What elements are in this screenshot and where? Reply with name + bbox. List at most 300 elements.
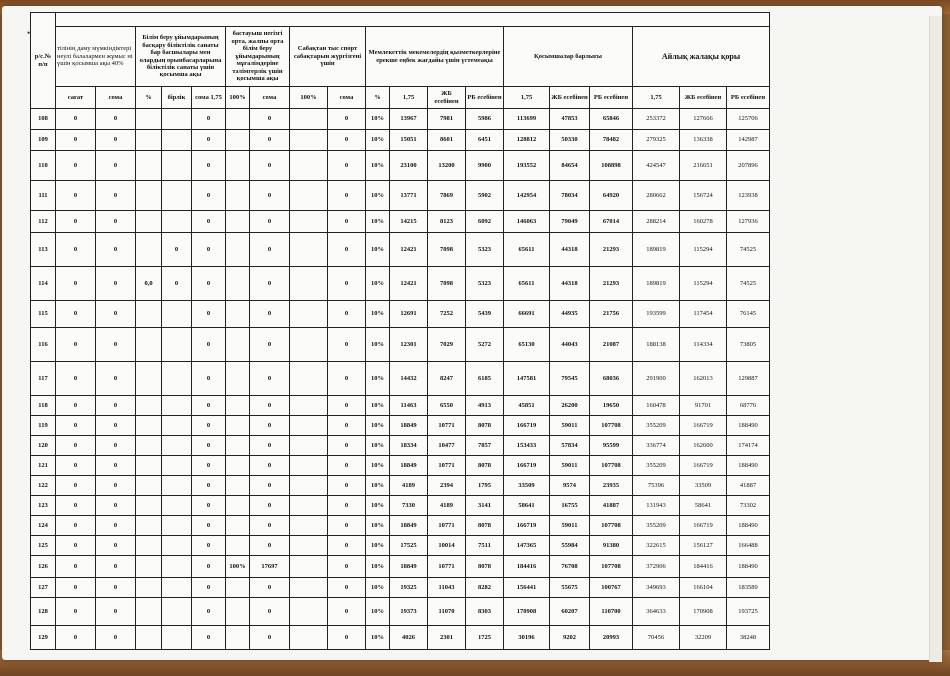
table-cell <box>162 211 192 233</box>
table-cell: 7098 <box>428 267 466 301</box>
table-cell: 189819 <box>633 233 680 267</box>
table-cell <box>226 598 250 626</box>
table-cell: 100767 <box>590 578 633 598</box>
table-cell: 20993 <box>590 626 633 650</box>
table-cell: 6550 <box>428 396 466 416</box>
table-cell: 0 <box>250 362 290 396</box>
table-cell: 0 <box>56 109 96 130</box>
table-cell: 0 <box>96 516 136 536</box>
table-cell: 0 <box>328 436 366 456</box>
table-cell: 10% <box>366 456 390 476</box>
table-cell: 0 <box>162 233 192 267</box>
row-number-cell: 129 <box>31 626 56 650</box>
table-cell <box>162 151 192 181</box>
table-cell: 147365 <box>504 536 550 556</box>
table-row <box>31 109 770 130</box>
table-cell <box>290 396 328 416</box>
table-cell: 0 <box>192 496 226 516</box>
table-cell: 0 <box>56 301 96 328</box>
table-cell: 153433 <box>504 436 550 456</box>
table-cell: 0 <box>328 211 366 233</box>
table-cell <box>226 211 250 233</box>
table-cell: 66691 <box>504 301 550 328</box>
table-row <box>31 626 770 650</box>
paper-stack-edge <box>929 16 942 662</box>
table-cell: 123938 <box>727 181 770 211</box>
subheader: бірлік <box>162 87 192 109</box>
table-cell: 0 <box>250 436 290 456</box>
table-cell: 166719 <box>680 516 727 536</box>
payroll-table <box>30 12 770 650</box>
table-cell: 0 <box>328 233 366 267</box>
table-cell: 166719 <box>680 416 727 436</box>
table-cell: 10771 <box>428 556 466 578</box>
table-cell: 0 <box>96 233 136 267</box>
table-cell: 0 <box>250 626 290 650</box>
table-cell: 108898 <box>590 151 633 181</box>
table-cell: 0 <box>56 456 96 476</box>
table-cell: 0 <box>192 516 226 536</box>
subheader: ЖБ есебінен <box>428 87 466 109</box>
table-cell: 0 <box>192 181 226 211</box>
table-cell: 0 <box>56 267 96 301</box>
table-cell: 65130 <box>504 328 550 362</box>
table-cell: 0 <box>96 328 136 362</box>
subheader: 1,75 <box>390 87 428 109</box>
table-cell <box>136 181 162 211</box>
table-row <box>31 396 770 416</box>
table-cell: 21087 <box>590 328 633 362</box>
table-cell: 0 <box>250 578 290 598</box>
table-cell: 76708 <box>550 556 590 578</box>
table-row <box>31 211 770 233</box>
table-cell: 8282 <box>466 578 504 598</box>
table-cell: 45851 <box>504 396 550 416</box>
subheader: ЖБ есебінен <box>550 87 590 109</box>
table-cell: 8247 <box>428 362 466 396</box>
table-cell: 26200 <box>550 396 590 416</box>
table-cell: 0 <box>56 211 96 233</box>
row-number-cell: 112 <box>31 211 56 233</box>
table-cell: 59011 <box>550 516 590 536</box>
table-cell: 0 <box>192 267 226 301</box>
table-cell: 291900 <box>633 362 680 396</box>
table-cell: 44318 <box>550 267 590 301</box>
table-cell: 91701 <box>680 396 727 416</box>
table-cell <box>290 109 328 130</box>
row-number-cell: 113 <box>31 233 56 267</box>
table-cell: 11070 <box>428 598 466 626</box>
table-cell <box>162 436 192 456</box>
table-cell: 0 <box>328 267 366 301</box>
table-cell <box>290 626 328 650</box>
table-cell: 76145 <box>727 301 770 328</box>
table-cell <box>162 181 192 211</box>
table-cell <box>290 476 328 496</box>
row-number-cell: 128 <box>31 598 56 626</box>
table-cell: 10477 <box>428 436 466 456</box>
table-cell: 0 <box>56 476 96 496</box>
table-cell: 70456 <box>633 626 680 650</box>
row-number-cell: 111 <box>31 181 56 211</box>
table-cell: 0 <box>250 536 290 556</box>
table-cell: 142987 <box>727 130 770 151</box>
table-cell: 7857 <box>466 436 504 456</box>
table-cell: 44935 <box>550 301 590 328</box>
table-cell: 424547 <box>633 151 680 181</box>
table-cell: 115294 <box>680 233 727 267</box>
table-cell: 14432 <box>390 362 428 396</box>
table-cell: 0 <box>328 416 366 436</box>
table-cell: 355209 <box>633 416 680 436</box>
table-cell: 349693 <box>633 578 680 598</box>
subheader: ЖБ есебінен <box>680 87 727 109</box>
table-row <box>31 536 770 556</box>
table-cell: 0 <box>96 496 136 516</box>
table-cell <box>162 516 192 536</box>
table-cell: 160478 <box>633 396 680 416</box>
table-cell: 0 <box>250 516 290 536</box>
table-cell: 95599 <box>590 436 633 456</box>
table-cell: 7252 <box>428 301 466 328</box>
table-row <box>31 301 770 328</box>
table-cell: 9900 <box>466 151 504 181</box>
table-cell: 68776 <box>727 396 770 416</box>
table-cell: 107708 <box>590 456 633 476</box>
table-cell: 10% <box>366 496 390 516</box>
table-cell: 0 <box>56 556 96 578</box>
subheader: 1,75 <box>633 87 680 109</box>
subheader: РБ есебінен <box>466 87 504 109</box>
table-cell: 107708 <box>590 516 633 536</box>
table-cell <box>136 556 162 578</box>
table-cell: 32209 <box>680 626 727 650</box>
table-cell <box>136 233 162 267</box>
row-number-cell: 125 <box>31 536 56 556</box>
table-cell <box>226 181 250 211</box>
table-cell: 0 <box>192 626 226 650</box>
table-cell: 0 <box>56 328 96 362</box>
table-cell: 0 <box>328 396 366 416</box>
table-cell: 13967 <box>390 109 428 130</box>
table-cell: 0 <box>328 476 366 496</box>
table-cell: 129887 <box>727 362 770 396</box>
table-cell: 0 <box>328 626 366 650</box>
table-cell: 65611 <box>504 233 550 267</box>
table-cell: 10% <box>366 396 390 416</box>
table-cell: 0 <box>250 130 290 151</box>
table-cell: 7869 <box>428 181 466 211</box>
table-cell: 127936 <box>727 211 770 233</box>
table-cell: 0 <box>192 456 226 476</box>
table-cell: 10771 <box>428 516 466 536</box>
table-cell: 188138 <box>633 328 680 362</box>
table-cell <box>162 578 192 598</box>
table-cell: 2394 <box>428 476 466 496</box>
table-cell: 0 <box>328 578 366 598</box>
table-cell: 0 <box>96 396 136 416</box>
table-cell: 0 <box>250 233 290 267</box>
table-cell: 128812 <box>504 130 550 151</box>
subheader: сома <box>328 87 366 109</box>
table-cell <box>162 496 192 516</box>
table-cell: 0 <box>192 362 226 396</box>
table-cell: 0 <box>96 476 136 496</box>
table-cell <box>162 301 192 328</box>
table-cell: 0 <box>250 476 290 496</box>
table-cell: 47853 <box>550 109 590 130</box>
table-cell: 0 <box>250 109 290 130</box>
table-cell <box>136 516 162 536</box>
table-cell: 10% <box>366 328 390 362</box>
table-cell: 58641 <box>680 496 727 516</box>
table-cell: 0 <box>56 233 96 267</box>
table-cell: 0 <box>56 496 96 516</box>
table-cell: 0 <box>328 598 366 626</box>
table-cell: 1795 <box>466 476 504 496</box>
table-cell <box>226 151 250 181</box>
table-cell: 0 <box>192 396 226 416</box>
subheader: 100% <box>226 87 250 109</box>
table-cell <box>290 496 328 516</box>
table-row <box>31 151 770 181</box>
table-cell: 193552 <box>504 151 550 181</box>
table-cell: 41887 <box>727 476 770 496</box>
row-number-cell: 114 <box>31 267 56 301</box>
table-cell: 18849 <box>390 516 428 536</box>
table-cell: 0 <box>328 496 366 516</box>
table-cell: 8601 <box>428 130 466 151</box>
table-cell <box>290 416 328 436</box>
table-cell: 38248 <box>727 626 770 650</box>
table-cell: 1725 <box>466 626 504 650</box>
table-cell: 6185 <box>466 362 504 396</box>
table-cell: 100% <box>226 556 250 578</box>
table-cell: 0 <box>328 151 366 181</box>
table-cell: 10014 <box>428 536 466 556</box>
table-cell: 166719 <box>504 456 550 476</box>
table-cell: 21293 <box>590 233 633 267</box>
table-cell: 18334 <box>390 436 428 456</box>
table-cell: 59011 <box>550 456 590 476</box>
table-cell <box>226 328 250 362</box>
table-cell: 156724 <box>680 181 727 211</box>
table-cell: 8078 <box>466 416 504 436</box>
table-row <box>31 496 770 516</box>
table-cell <box>226 109 250 130</box>
table-cell: 7511 <box>466 536 504 556</box>
table-cell <box>290 556 328 578</box>
subheader: 100% <box>290 87 328 109</box>
table-cell: 0 <box>162 267 192 301</box>
table-cell <box>226 536 250 556</box>
table-cell <box>290 130 328 151</box>
table-cell: 170908 <box>680 598 727 626</box>
table-cell: 336774 <box>633 436 680 456</box>
table-cell: 0 <box>56 130 96 151</box>
table-cell <box>290 301 328 328</box>
table-cell: 280662 <box>633 181 680 211</box>
table-cell: 74525 <box>727 267 770 301</box>
table-cell: 160278 <box>680 211 727 233</box>
table-cell: 0 <box>56 536 96 556</box>
header-group-monthly-fund: Айлық жалақы қоры <box>633 27 770 87</box>
table-cell: 0 <box>250 267 290 301</box>
table-cell: 30196 <box>504 626 550 650</box>
table-cell: 10% <box>366 130 390 151</box>
table-cell: 7981 <box>428 109 466 130</box>
table-cell <box>226 476 250 496</box>
table-cell: 5323 <box>466 233 504 267</box>
table-cell: 0 <box>250 211 290 233</box>
table-cell: 193599 <box>633 301 680 328</box>
table-cell: 107708 <box>590 556 633 578</box>
table-cell <box>136 362 162 396</box>
table-cell <box>162 456 192 476</box>
table-cell: 279325 <box>633 130 680 151</box>
table-cell: 8078 <box>466 516 504 536</box>
table-cell <box>290 536 328 556</box>
table-cell: 183589 <box>727 578 770 598</box>
table-row <box>31 476 770 496</box>
table-cell: 142954 <box>504 181 550 211</box>
table-cell: 33509 <box>680 476 727 496</box>
table-cell: 0 <box>56 436 96 456</box>
table-cell: 44043 <box>550 328 590 362</box>
table-cell: 188490 <box>727 456 770 476</box>
table-cell: 0 <box>250 496 290 516</box>
table-cell: 355209 <box>633 516 680 536</box>
table-cell: 188490 <box>727 516 770 536</box>
table-cell: 5986 <box>466 109 504 130</box>
table-cell: 0 <box>250 301 290 328</box>
table-cell: 0 <box>56 396 96 416</box>
table-cell: 12691 <box>390 301 428 328</box>
header-group-sport: Сабақтан тыс спорт сабақтарын жүргізгені үшін <box>290 27 366 87</box>
table-cell <box>136 396 162 416</box>
subheader: сома 1,75 <box>192 87 226 109</box>
table-cell <box>226 301 250 328</box>
table-cell: 5272 <box>466 328 504 362</box>
table-cell: 7029 <box>428 328 466 362</box>
subheader: РБ есебінен <box>590 87 633 109</box>
table-cell: 78482 <box>590 130 633 151</box>
table-cell: 7330 <box>390 496 428 516</box>
row-number-cell: 123 <box>31 496 56 516</box>
table-cell <box>290 456 328 476</box>
table-cell: 10% <box>366 626 390 650</box>
table-cell: 188490 <box>727 416 770 436</box>
table-cell: 73805 <box>727 328 770 362</box>
table-cell: 57834 <box>550 436 590 456</box>
table-cell: 5902 <box>466 181 504 211</box>
table-cell: 10% <box>366 301 390 328</box>
subheader: РБ есебінен <box>727 87 770 109</box>
table-cell: 0 <box>192 598 226 626</box>
table-cell <box>136 151 162 181</box>
table-cell: 33509 <box>504 476 550 496</box>
table-cell: 3141 <box>466 496 504 516</box>
table-cell: 10% <box>366 516 390 536</box>
row-number-cell: 116 <box>31 328 56 362</box>
table-cell: 12301 <box>390 328 428 362</box>
table-cell <box>136 416 162 436</box>
table-cell: 156127 <box>680 536 727 556</box>
table-cell: 0 <box>328 181 366 211</box>
table-cell <box>290 328 328 362</box>
table-cell <box>162 396 192 416</box>
table-cell: 166104 <box>680 578 727 598</box>
table-cell <box>226 362 250 396</box>
table-cell: 10% <box>366 267 390 301</box>
table-cell: 17525 <box>390 536 428 556</box>
row-number-cell: 119 <box>31 416 56 436</box>
table-cell: 0,0 <box>136 267 162 301</box>
table-cell: 0 <box>192 211 226 233</box>
table-cell: 0 <box>96 211 136 233</box>
table-cell: 68036 <box>590 362 633 396</box>
table-cell: 162600 <box>680 436 727 456</box>
table-cell: 10% <box>366 233 390 267</box>
table-cell: 10% <box>366 181 390 211</box>
table-cell: 50330 <box>550 130 590 151</box>
table-cell: 0 <box>192 151 226 181</box>
table-cell: 0 <box>250 416 290 436</box>
table-cell: 79049 <box>550 211 590 233</box>
table-cell: 0 <box>328 130 366 151</box>
table-cell <box>226 516 250 536</box>
stray-mark: • <box>27 28 31 38</box>
table-cell: 6092 <box>466 211 504 233</box>
table-cell: 15051 <box>390 130 428 151</box>
table-cell: 0 <box>192 436 226 456</box>
table-cell: 0 <box>96 109 136 130</box>
table-cell: 5323 <box>466 267 504 301</box>
row-number-cell: 117 <box>31 362 56 396</box>
table-row <box>31 416 770 436</box>
table-cell: 156441 <box>504 578 550 598</box>
table-cell: 0 <box>96 267 136 301</box>
row-number-cell: 110 <box>31 151 56 181</box>
table-cell: 0 <box>192 536 226 556</box>
table-cell: 184416 <box>680 556 727 578</box>
table-row <box>31 181 770 211</box>
table-cell: 0 <box>96 536 136 556</box>
table-cell <box>226 130 250 151</box>
row-number-cell: 109 <box>31 130 56 151</box>
table-cell: 10% <box>366 598 390 626</box>
table-cell: 8123 <box>428 211 466 233</box>
table-cell: 0 <box>56 416 96 436</box>
table-cell: 16755 <box>550 496 590 516</box>
table-cell: 0 <box>192 556 226 578</box>
table-cell: 166488 <box>727 536 770 556</box>
table-cell: 0 <box>96 130 136 151</box>
table-cell: 372906 <box>633 556 680 578</box>
table-cell: 216651 <box>680 151 727 181</box>
table-cell <box>226 267 250 301</box>
table-row <box>31 598 770 626</box>
table-cell: 364633 <box>633 598 680 626</box>
table-cell: 4026 <box>390 626 428 650</box>
table-cell: 74525 <box>727 233 770 267</box>
table-cell: 11463 <box>390 396 428 416</box>
table-cell: 55675 <box>550 578 590 598</box>
table-cell: 166719 <box>504 416 550 436</box>
table-cell: 79545 <box>550 362 590 396</box>
table-cell: 41887 <box>590 496 633 516</box>
table-cell: 67014 <box>590 211 633 233</box>
